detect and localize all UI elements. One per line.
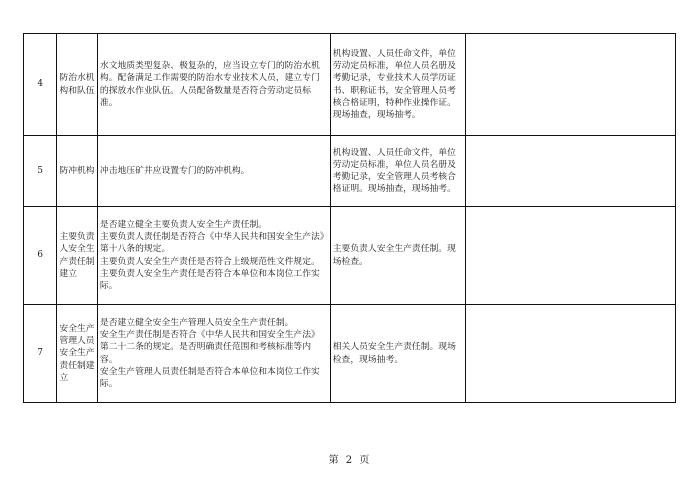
requirement-text: 安全生产管理人员责任制是否符合本单位和本岗位工作实际。 <box>99 366 320 389</box>
requirement-cell <box>97 34 330 136</box>
check-method-cell <box>330 34 466 136</box>
requirement-text: 主要负责人安全生产责任是否符合本单位和本岗位工作实际。 <box>99 268 320 291</box>
row-number: 5 <box>24 136 57 207</box>
check-method-cell <box>330 136 466 207</box>
item-name: 主要负责人安全生产责任制建立 <box>57 207 97 305</box>
requirement-text: 冲击地压矿井应设置专门的防冲机构。 <box>99 165 250 176</box>
item-name: 防治水机构和队伍 <box>57 34 97 136</box>
check-method-text: 现场抽查，现场抽考。 <box>332 109 421 120</box>
table-row <box>24 136 676 207</box>
check-method-text: 机构设置、人员任命文件，单位劳动定员标准，单位人员名册及考勤记录，专业技术人员学历证书、职称证书，安全管理人员考核合格证明，特种作业操作证。 <box>332 48 456 108</box>
item-name: 防冲机构 <box>57 136 97 207</box>
check-method-text: 主要负责人安全生产责任制。现场检查。 <box>332 244 456 267</box>
item-name: 安全生产管理人员安全生产责任制建立 <box>57 305 97 403</box>
requirement-cell <box>97 207 330 305</box>
row-number: 6 <box>24 207 57 305</box>
empty-cell <box>466 136 676 207</box>
table-row <box>24 305 676 403</box>
empty-cell <box>466 34 676 136</box>
check-method-text: 机构设置、人员任命文件，单位劳动定员标准，单位人员名册及考勤记录，安全管理人员考核合格证明。现场抽查，现场抽考。 <box>332 147 456 195</box>
check-method-text: 相关人员安全生产责任制。现场检查，现场抽考。 <box>332 342 456 365</box>
page-number: 第 2 页 <box>328 455 372 466</box>
table-row <box>24 34 676 136</box>
empty-cell <box>466 305 676 403</box>
check-method-cell <box>330 305 466 403</box>
empty-cell <box>466 207 676 305</box>
table-row <box>24 207 676 305</box>
requirement-cell <box>97 305 330 403</box>
check-method-cell <box>330 207 466 305</box>
requirement-text: 主要负责人责任制是否符合《中华人民共和国安全生产法》第十八条的规定。 <box>99 232 325 255</box>
requirement-cell <box>97 136 330 207</box>
requirement-text: 是否建立健全安全生产管理人员安全生产责任制。 <box>99 317 294 328</box>
requirement-text: 主要负责人安全生产责任是否符合上级规范性文件规定。 <box>99 256 320 267</box>
requirement-text: 安全生产责任制是否符合《中华人民共和国安全生产法》第二十二条的规定。是否明确责任范围和考核标准等内容。 <box>99 330 320 365</box>
inspection-table <box>23 33 676 403</box>
row-number: 4 <box>24 34 57 136</box>
requirement-text: 是否建立健全主要负责人安全生产责任制。 <box>99 219 268 230</box>
requirement-text: 水文地质类型复杂、极复杂的，应当设立专门的防治水机构。配备满足工作需要的防治水专业技术人员，建立专门的探放水作业队伍。人员配备数量是否符合劳动定员标准。 <box>99 61 320 108</box>
row-number: 7 <box>24 305 57 403</box>
